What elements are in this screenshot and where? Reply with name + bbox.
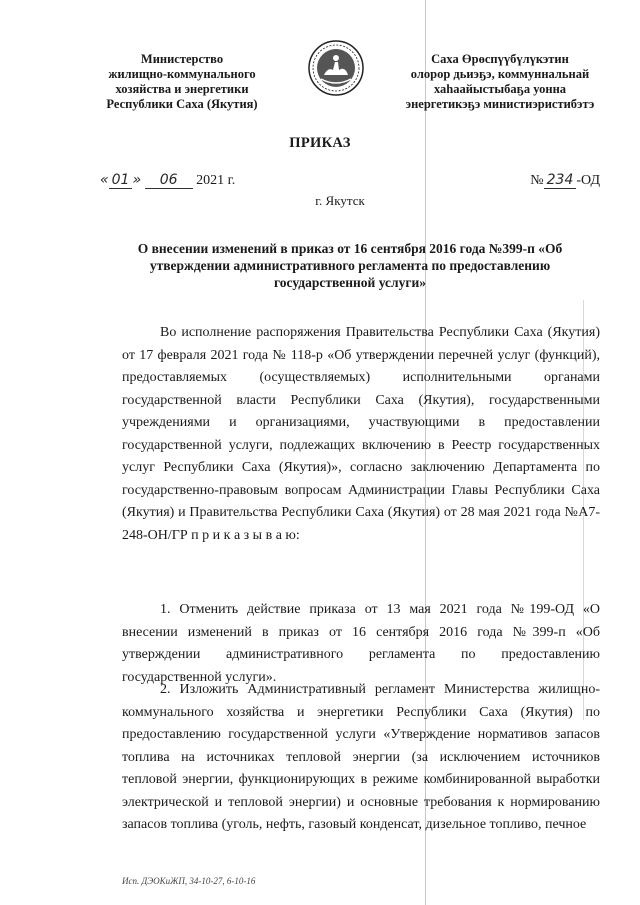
coat-of-arms-emblem bbox=[307, 39, 365, 97]
ministry-line: олорор дьиэҕэ, коммуннальнай bbox=[410, 67, 590, 81]
paragraph-item-1: 1. Отменить действие приказа от 13 мая 2021 года №199-ОД «О внесении изменений в приказ от 16 сентября 2016 года №399-п «Об утверждении административного регламента по предоставлению государственной услуги». bbox=[122, 602, 600, 685]
ministry-line: энергетикэҕэ министиэристибэтэ bbox=[405, 97, 595, 111]
date-close-quote: » bbox=[132, 172, 142, 188]
ministry-line: жилищно-коммунального bbox=[108, 67, 256, 81]
ministry-line: хаһаайыстыбаҕа уонна bbox=[433, 82, 567, 96]
paragraph-preamble: Во исполнение распоряжения Правительства Республики Саха (Якутия) от 17 февраля 2021 года № 118-р «Об утверждении перечней услуг (функций), предоставляемых (осуществляемых) исполнительными органами государственной власти Республики Саха (Якутия), государственными учреждениями и организациями, участвующими в предоставлении государственной услуги, подлежащих включению в Реестр государственных услуг Республики Саха (Якутия)», согласно заключению Департамента по государственно-правовым вопросам Администрации Главы Республики Саха (Якутия) и Правительства Республики Саха (Якутия) от 28 мая 2021 года №А7-248-ОН/ГР п р и к а з ы в а ю: bbox=[122, 325, 600, 543]
ministry-name-russian bbox=[82, 52, 282, 112]
number-value: 234 bbox=[544, 172, 577, 189]
paragraph-item-2: 2. Изложить Административный регламент Министерства жилищно-коммунального хозяйства и энергетики Республики Саха (Якутия) по предоставлению государственной услуги «Утверждение нормативов запасов топлива на источниках тепловой энергии (за исключением источников тепловой энергии, функционирующих в режиме комбинированной выработки электрической и тепловой энергии) и основные требования к нормированию запасов топлива (уголь, нефть, газовый конденсат, дизельное топливо, печное bbox=[122, 682, 600, 832]
ministry-line: хозяйства и энергетики bbox=[115, 82, 249, 96]
number-prefix: № bbox=[530, 173, 544, 188]
order-date bbox=[100, 172, 235, 189]
executor-footer: Исп. ДЭОКиЖП, 34-10-27, 6-10-16 bbox=[122, 876, 256, 886]
number-suffix: -ОД bbox=[576, 173, 600, 188]
ministry-name-yakut bbox=[380, 52, 620, 112]
document-title: ПРИКАЗ bbox=[289, 135, 351, 151]
ministry-line: Республики Саха (Якутия) bbox=[106, 97, 258, 111]
ministry-line: Саха Өрөспүүбүлүкэтин bbox=[431, 52, 569, 66]
order-subject: О внесении изменений в приказ от 16 сентября 2016 года №399-п «Об утверждении административного регламента по предоставлению государственной услуги» bbox=[137, 241, 563, 290]
ministry-line: Министерство bbox=[140, 52, 224, 66]
order-number bbox=[530, 172, 600, 189]
date-day: 01 bbox=[109, 172, 133, 189]
date-month: 06 bbox=[145, 172, 193, 189]
city-name: г. Якутск bbox=[315, 193, 365, 208]
date-open-quote: « bbox=[100, 172, 109, 188]
date-year: 2021 г. bbox=[196, 173, 236, 188]
